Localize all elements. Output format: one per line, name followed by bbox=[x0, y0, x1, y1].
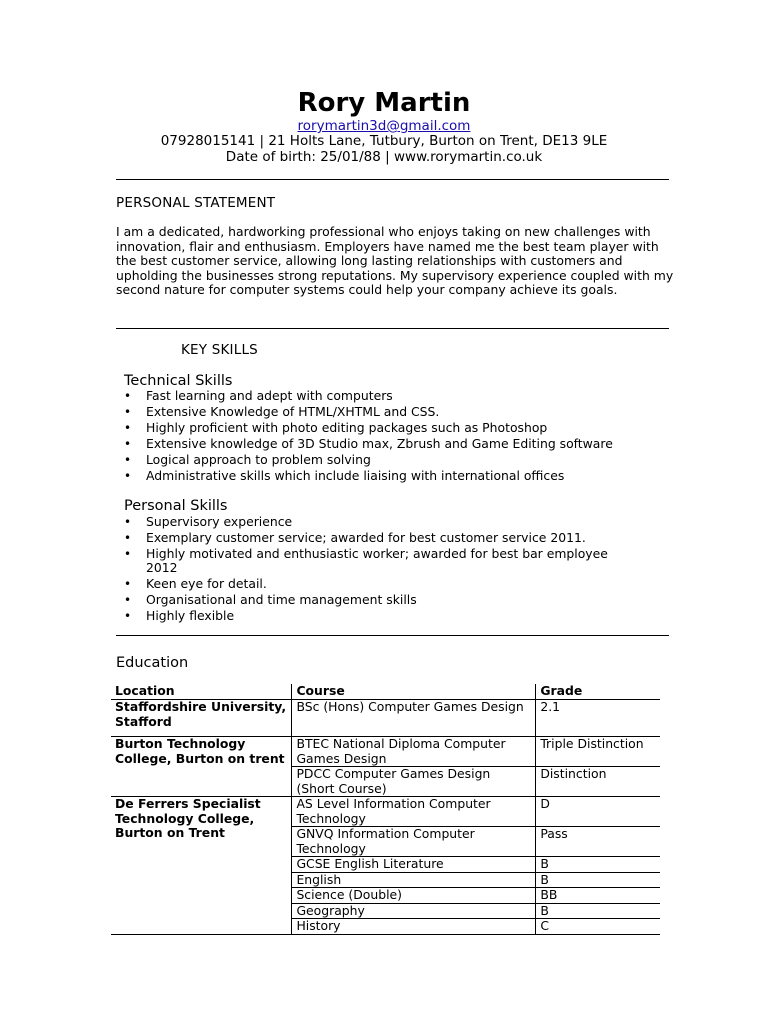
divider bbox=[116, 179, 669, 180]
contact-line: 07928015141 | 21 Holts Lane, Tutbury, Burton on Trent, DE13 9LE bbox=[160, 133, 608, 149]
list-item: • Logical approach to problem solving bbox=[124, 453, 664, 467]
list-item: • Organisational and time management skills bbox=[124, 593, 664, 607]
technical-skills-title: Technical Skills bbox=[124, 373, 233, 389]
grade-cell: Triple Distinction bbox=[536, 737, 660, 767]
list-item: • Highly motivated and enthusiastic worker; awarded for best bar employee 2012 bbox=[124, 547, 626, 576]
list-item: • Supervisory experience bbox=[124, 515, 664, 529]
grade-cell: BB bbox=[536, 888, 660, 904]
grade-cell: Pass bbox=[536, 827, 660, 857]
location-cell: Staffordshire University, Stafford bbox=[111, 700, 292, 737]
list-item: • Keen eye for detail. bbox=[124, 577, 664, 591]
candidate-name: Rory Martin bbox=[297, 88, 471, 118]
grade-cell: B bbox=[536, 857, 660, 873]
grade-cell: 2.1 bbox=[536, 700, 660, 737]
personal-statement-heading: PERSONAL STATEMENT bbox=[116, 195, 276, 211]
course-cell: BTEC National Diploma Computer Games Design bbox=[292, 737, 536, 767]
location-cell: De Ferrers Specialist Technology College, Burton on Trent bbox=[111, 797, 292, 935]
key-skills-heading: KEY SKILLS bbox=[181, 342, 258, 358]
list-item: • Extensive knowledge of 3D Studio max, Zbrush and Game Editing software bbox=[124, 437, 664, 451]
technical-skills-list bbox=[124, 389, 664, 485]
course-cell: Science (Double) bbox=[292, 888, 536, 904]
location-cell: Burton Technology College, Burton on trent bbox=[111, 737, 292, 797]
course-cell: PDCC Computer Games Design (Short Course) bbox=[292, 767, 536, 797]
list-item: • Exemplary customer service; awarded for best customer service 2011. bbox=[124, 531, 664, 545]
divider bbox=[116, 328, 669, 329]
grade-cell: D bbox=[536, 797, 660, 827]
table-row bbox=[111, 797, 660, 827]
course-cell: AS Level Information Computer Technology bbox=[292, 797, 536, 827]
course-cell: GNVQ Information Computer Technology bbox=[292, 827, 536, 857]
column-header-location: Location bbox=[111, 684, 292, 700]
column-header-course: Course bbox=[292, 684, 536, 700]
column-header-grade: Grade bbox=[536, 684, 660, 700]
personal-skills-list bbox=[124, 515, 664, 625]
table-header-row bbox=[111, 684, 660, 700]
table-row bbox=[111, 700, 660, 737]
course-cell: GCSE English Literature bbox=[292, 857, 536, 873]
email-link[interactable]: rorymartin3d@gmail.com bbox=[297, 118, 471, 134]
course-cell: Geography bbox=[292, 903, 536, 919]
course-cell: English bbox=[292, 872, 536, 888]
grade-cell: B bbox=[536, 872, 660, 888]
list-item: • Extensive Knowledge of HTML/XHTML and CSS. bbox=[124, 405, 664, 419]
list-item: • Highly proficient with photo editing packages such as Photoshop bbox=[124, 421, 664, 435]
table-row bbox=[111, 737, 660, 767]
grade-cell: B bbox=[536, 903, 660, 919]
education-heading: Education bbox=[116, 655, 189, 671]
list-item: • Highly flexible bbox=[124, 609, 664, 623]
grade-cell: C bbox=[536, 919, 660, 935]
list-item: • Fast learning and adept with computers bbox=[124, 389, 664, 403]
course-cell: BSc (Hons) Computer Games Design bbox=[292, 700, 536, 737]
course-cell: History bbox=[292, 919, 536, 935]
list-item: • Administrative skills which include liaising with international offices bbox=[124, 469, 664, 483]
personal-skills-title: Personal Skills bbox=[124, 498, 228, 514]
dob-line: Date of birth: 25/01/88 | www.rorymartin.co.uk bbox=[225, 149, 543, 165]
personal-statement-text: I am a dedicated, hardworking professional who enjoys taking on new challenges with innovation, flair and enthusiasm. Employers have named me the best team player with the best customer service, allowing long lasting relationships with customers and upholding the businesses strong reputations. My supervisory experience coupled with my second nature for computer systems could help your company achieve its goals. bbox=[116, 224, 674, 297]
divider bbox=[116, 635, 669, 636]
education-table bbox=[111, 684, 660, 935]
grade-cell: Distinction bbox=[536, 767, 660, 797]
